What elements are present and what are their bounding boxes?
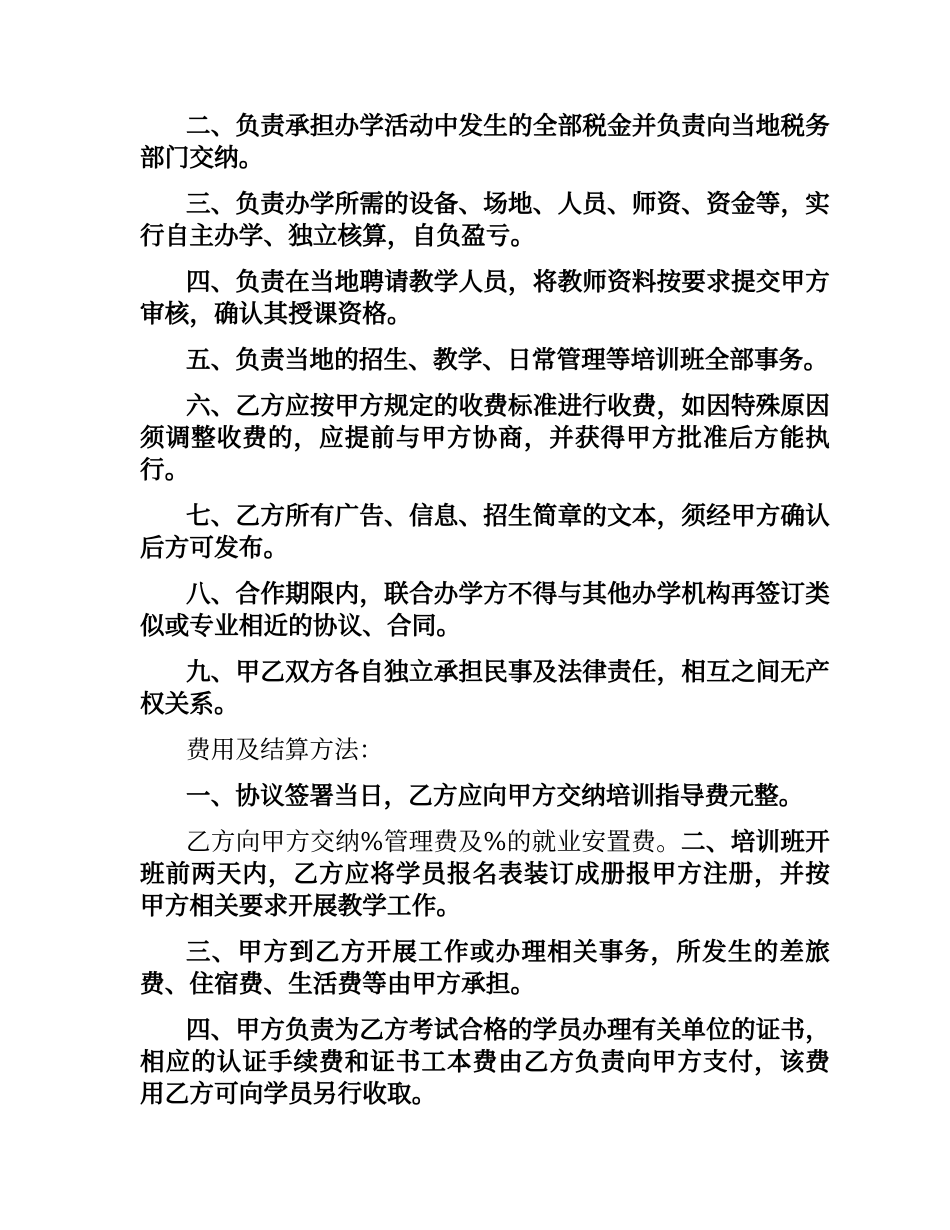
clause-6-fees: 六、乙方应按甲方规定的收费标准进行收费，如因特殊原因须调整收费的，应提前与甲方协商，并获得甲方批准后方能执行。 <box>140 391 830 484</box>
registration-sentence: 二、培训班开班前两天内，乙方应将学员报名表装订成册报甲方注册，并按甲方相关要求开展教学工作。 <box>140 827 830 920</box>
fee-clause-3-travel-costs: 三、甲方到乙方开展工作或办理相关事务，所发生的差旅费、住宿费、生活费等由甲方承担。 <box>140 937 830 998</box>
clause-7-advertising: 七、乙方所有广告、信息、招生简章的文本，须经甲方确认后方可发布。 <box>140 501 830 562</box>
clause-8-cooperation-period: 八、合作期限内，联合办学方不得与其他办学机构再签订类似或专业相近的协议、合同。 <box>140 579 830 640</box>
management-fee-sentence: 乙方向甲方交纳%管理费及%的就业安置费。 <box>186 827 681 856</box>
clause-3-self-funding: 三、负责办学所需的设备、场地、人员、师资、资金等，实行自主办学、独立核算，自负盈亏。 <box>140 189 830 250</box>
clause-4-teachers: 四、负责在当地聘请教学人员，将教师资料按要求提交甲方审核，确认其授课资格。 <box>140 267 830 328</box>
section-heading-fees-settlement: 费用及结算方法： <box>186 735 384 764</box>
fee-clause-2-registration <box>140 826 830 922</box>
clause-9-liability: 九、甲乙双方各自独立承担民事及法律责任，相互之间无产权关系。 <box>140 657 830 718</box>
clause-2-tax: 二、负责承担办学活动中发生的全部税金并负责向当地税务部门交纳。 <box>140 111 830 172</box>
fee-clause-4-certificates: 四、甲方负责为乙方考试合格的学员办理有关单位的证书，相应的认证手续费和证书工本费由乙方负责向甲方支付，该费用乙方可向学员另行收取。 <box>140 1015 830 1108</box>
clause-5-local-affairs: 五、负责当地的招生、教学、日常管理等培训班全部事务。 <box>186 345 829 374</box>
fee-clause-1-guidance-fee: 一、协议签署当日，乙方应向甲方交纳培训指导费元整。 <box>186 781 804 810</box>
document-page <box>140 110 830 1124</box>
